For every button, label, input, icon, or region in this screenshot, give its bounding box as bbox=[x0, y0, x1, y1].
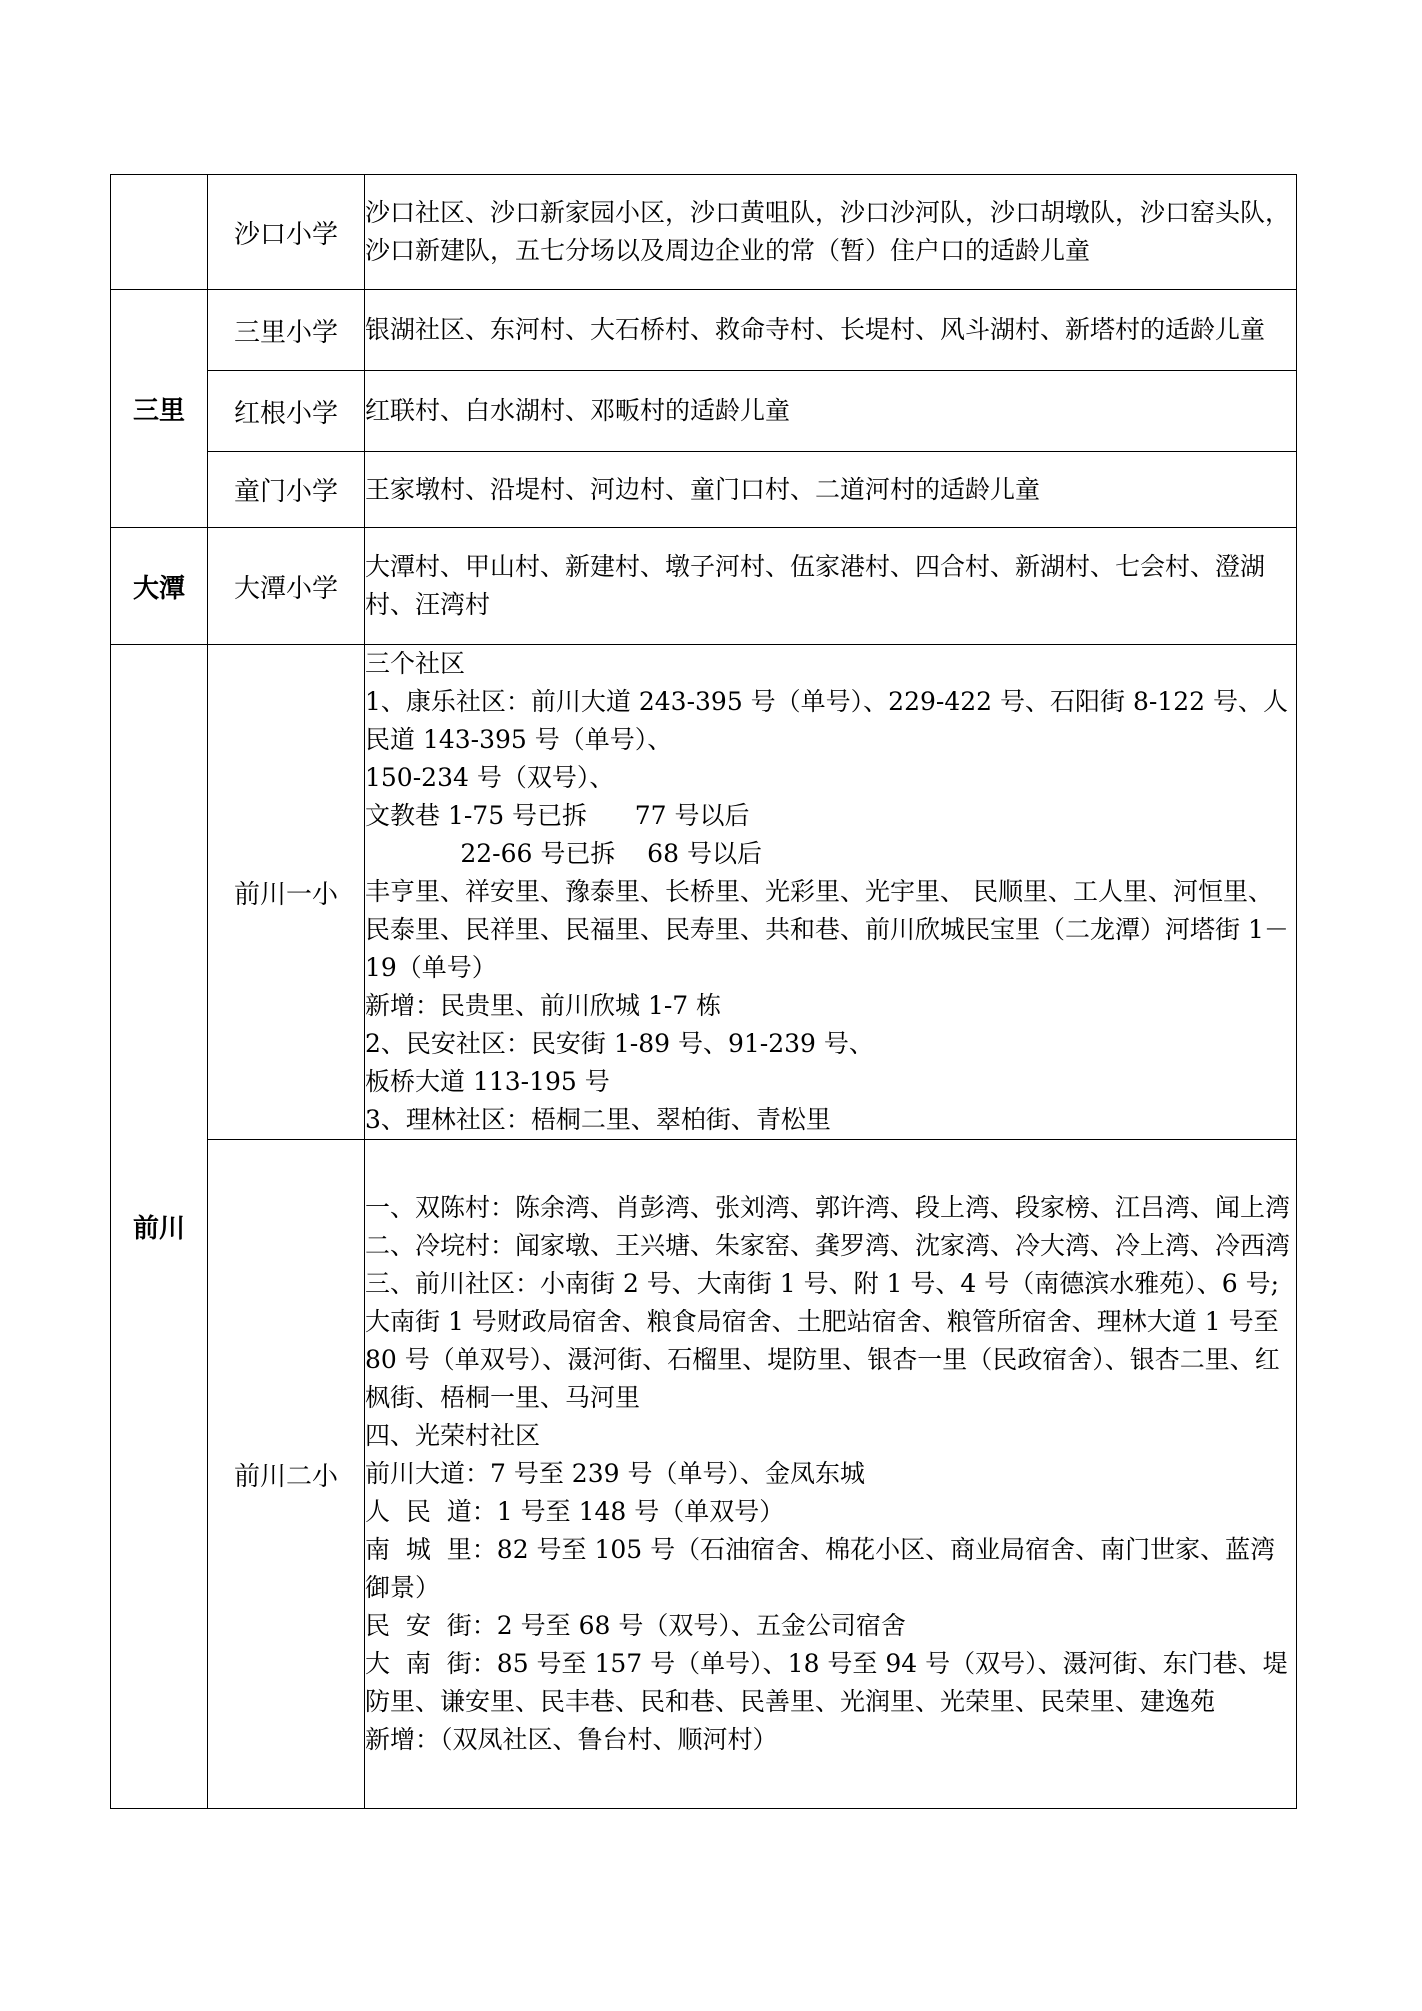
area-cell bbox=[365, 175, 1297, 290]
area-cell bbox=[365, 290, 1297, 371]
area-cell bbox=[365, 452, 1297, 528]
area-line: 一、双陈村：陈余湾、肖彭湾、张刘湾、郭许湾、段上湾、段家榜、江吕湾、闻上湾 bbox=[365, 1193, 1291, 1222]
area-line: 文教巷 1-75 号已拆 77 号以后 bbox=[365, 801, 750, 830]
area-line: 150-234 号（双号）、 bbox=[365, 763, 615, 792]
table-row bbox=[111, 645, 1297, 1140]
table-row bbox=[111, 371, 1297, 452]
school-cell: 沙口小学 bbox=[208, 175, 365, 290]
table-row bbox=[111, 528, 1297, 645]
area-line: 三、前川社区：小南街 2 号、大南街 1 号、附 1 号、4 号（南德滨水雅苑）、6 号;大南街 1 号财政局宿舍、粮食局宿舍、土肥站宿舍、粮管所宿舍、理林大道 1 号至 80 号（单双号）、滠河街、石榴里、堤防里、银杏一里（民政宿舍）、银杏二里、红枫街、梧桐一里、马河里 bbox=[365, 1269, 1287, 1412]
area-line: 2、民安社区：民安街 1-89 号、91-239 号、 bbox=[365, 1029, 874, 1058]
area-line: 沙口社区、沙口新家园小区，沙口黄咀队，沙口沙河队，沙口胡墩队，沙口窑头队，沙口新建队，五七分场以及周边企业的常（暂）住户口的适龄儿童 bbox=[365, 198, 1291, 265]
area-line: 大潭村、甲山村、新建村、墩子河村、伍家港村、四合村、新湖村、七会村、澄湖村、汪湾村 bbox=[365, 552, 1266, 619]
school-cell: 三里小学 bbox=[208, 290, 365, 371]
area-line: 新增：（双凤社区、鲁台村、顺河村） bbox=[365, 1725, 778, 1754]
area-cell bbox=[365, 1140, 1297, 1809]
area-cell bbox=[365, 528, 1297, 645]
area-line: 二、冷垸村：闻家墩、王兴塘、朱家窑、龚罗湾、沈家湾、冷大湾、冷上湾、冷西湾 bbox=[365, 1231, 1291, 1260]
table-row bbox=[111, 290, 1297, 371]
school-cell: 前川一小 bbox=[208, 645, 365, 1140]
area-line: 22-66 号已拆 68 号以后 bbox=[365, 839, 762, 868]
area-line: 四、光荣村社区 bbox=[365, 1421, 541, 1450]
town-cell: 前川 bbox=[111, 645, 208, 1809]
table-row bbox=[111, 452, 1297, 528]
area-line: 新增：民贵里、前川欣城 1-7 栋 bbox=[365, 991, 722, 1020]
area-line: 三个社区 bbox=[365, 649, 466, 678]
area-line: 人 民 道：1 号至 148 号（单双号） bbox=[365, 1497, 785, 1526]
school-cell: 大潭小学 bbox=[208, 528, 365, 645]
area-cell bbox=[365, 371, 1297, 452]
school-cell: 红根小学 bbox=[208, 371, 365, 452]
area-line: 银湖社区、东河村、大石桥村、救命寺村、长堤村、风斗湖村、新塔村的适龄儿童 bbox=[365, 315, 1266, 344]
area-line: 王家墩村、沿堤村、河边村、童门口村、二道河村的适龄儿童 bbox=[365, 474, 1041, 504]
area-line: 民 安 街：2 号至 68 号（双号）、五金公司宿舍 bbox=[365, 1611, 906, 1640]
area-line: 红联村、白水湖村、邓畈村的适龄儿童 bbox=[365, 396, 791, 425]
school-cell: 前川二小 bbox=[208, 1140, 365, 1809]
area-line: 南 城 里：82 号至 105 号（石油宿舍、棉花小区、商业局宿舍、南门世家、蓝湾御景） bbox=[365, 1535, 1276, 1602]
area-cell bbox=[365, 645, 1297, 1140]
town-cell bbox=[111, 175, 208, 290]
table-row bbox=[111, 1140, 1297, 1809]
area-line: 1、康乐社区：前川大道 243-395 号（单号）、229-422 号、石阳街 8-122 号、人民道 143-395 号（单号）、 bbox=[365, 687, 1288, 754]
area-line: 板桥大道 113-195 号 bbox=[365, 1067, 610, 1096]
town-cell: 大潭 bbox=[111, 528, 208, 645]
area-line: 3、理林社区：梧桐二里、翠柏街、青松里 bbox=[365, 1105, 831, 1134]
area-line: 前川大道：7 号至 239 号（单号）、金凤东城 bbox=[365, 1459, 865, 1488]
table-row bbox=[111, 175, 1297, 290]
school-zone-table bbox=[110, 174, 1297, 1809]
area-line: 丰亨里、祥安里、豫泰里、长桥里、光彩里、光宇里、 民顺里、工人里、河恒里、民泰里、民祥里、民福里、民寿里、共和巷、前川欣城民宝里（二龙潭）河塔街 1－19（单号） bbox=[365, 877, 1289, 982]
area-line: 大 南 街：85 号至 157 号（单号）、18 号至 94 号（双号）、滠河街、东门巷、堤防里、谦安里、民丰巷、民和巷、民善里、光润里、光荣里、民荣里、建逸苑 bbox=[365, 1649, 1288, 1716]
school-cell: 童门小学 bbox=[208, 452, 365, 528]
town-cell: 三里 bbox=[111, 290, 208, 528]
